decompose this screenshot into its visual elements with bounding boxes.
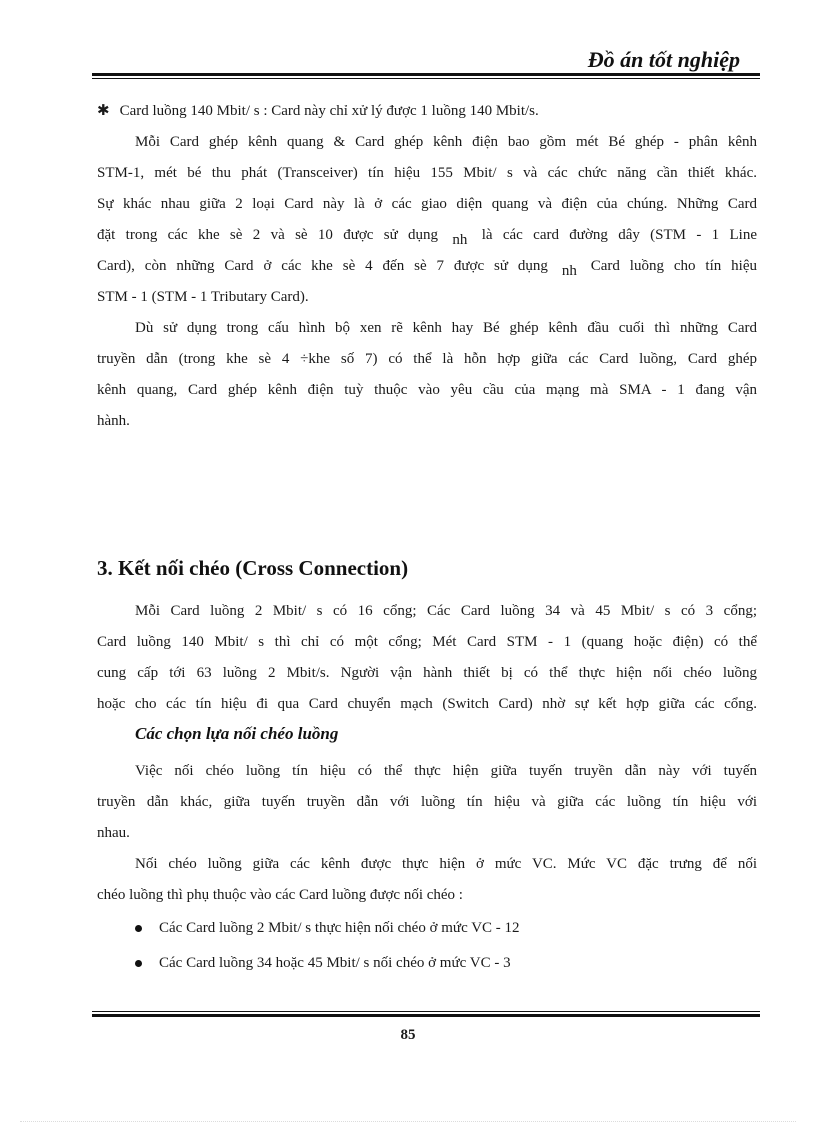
text-line: Card luồng 140 Mbit/ s thì chỉ có một cổng; Mét Card STM - 1 (quang hoặc điện) có thể (97, 634, 757, 650)
section-paragraph-1 (97, 596, 757, 720)
header-title: Đồ án tốt nghiệp (587, 47, 740, 72)
section-paragraph-2 (97, 756, 757, 849)
page-edge-divider (20, 1121, 796, 1122)
page-number: 85 (400, 1027, 416, 1043)
text-line: Nối chéo luồng giữa các kênh được thực hiện ở mức VC. Mức VC đặc trưng để nối (135, 856, 757, 872)
text-line: STM - 1 (STM - 1 Tributary Card). (97, 289, 309, 305)
text-fragment: Card luồng cho tín hiệu (590, 258, 757, 274)
text-line (97, 220, 757, 251)
text-line: truyền dẫn (trong khe sè 4 ÷khe số 7) có thể là hỗn hợp giữa các Card luồng, Card ghép (97, 351, 757, 367)
text-line: hành. (97, 413, 130, 429)
star-list-item (97, 96, 757, 127)
text-line: Dù sử dụng trong cấu hình bộ xen rẽ kênh hay Bé ghép kênh đầu cuối thì những Card (135, 320, 757, 336)
text-line: kênh quang, Card ghép kênh điện tuỳ thuộc vào yêu cầu của mạng mà SMA - 1 đang vận (97, 382, 757, 398)
subscript-note: nh (561, 263, 577, 279)
section-paragraph-3 (97, 849, 757, 911)
text-line: truyền dẫn khác, giữa tuyến truyền dẫn với luồng tín hiệu và giữa các luồng tín hiệu với (97, 794, 757, 810)
footer-rule-thin (92, 1011, 760, 1012)
bullet-text: Các Card luồng 34 hoặc 45 Mbit/ s nối chéo ở mức VC - 3 (159, 955, 511, 971)
text-line: hoặc cho các tín hiệu đi qua Card chuyển mạch (Switch Card) nhờ sự kết hợp giữa các cổng. (97, 696, 757, 712)
bullet-text: Các Card luồng 2 Mbit/ s thực hiện nối chéo ở mức VC - 12 (159, 920, 520, 936)
intro-paragraph-2 (97, 313, 757, 437)
asterisk-icon: ✱ (97, 103, 110, 119)
footer-rule-thick (92, 1014, 760, 1017)
star-item-text: Card luồng 140 Mbit/ s : Card này chỉ xử lý được 1 luồng 140 Mbit/s. (119, 103, 539, 119)
text-fragment: đặt trong các khe sè 2 và sè 10 được sử dụng (97, 227, 439, 243)
text-line: chéo luồng thì phụ thuộc vào các Card luồng được nối chéo : (97, 887, 463, 903)
text-line: Mỗi Card ghép kênh quang & Card ghép kênh điện bao gồm mét Bé ghép - phân kênh (135, 134, 757, 150)
text-line: Mỗi Card luồng 2 Mbit/ s có 16 cổng; Các Card luồng 34 và 45 Mbit/ s có 3 cổng; (135, 603, 757, 619)
intro-paragraph-1 (97, 127, 757, 313)
page-body (97, 0, 757, 1000)
bullet-item (135, 920, 520, 937)
text-line: Việc nối chéo luồng tín hiệu có thể thực hiện giữa tuyến truyền dẫn này với tuyến (135, 763, 757, 779)
bullet-item (135, 955, 511, 972)
text-line: STM-1, mét bé thu phát (Transceiver) tín hiệu 155 Mbit/ s và các chức năng cần thiết khác. (97, 165, 757, 181)
bullet-icon (135, 960, 142, 967)
bullet-icon (135, 925, 142, 932)
text-line: Sự khác nhau giữa 2 loại Card này là ở các giao diện quang và điện của chúng. Những Card (97, 196, 757, 212)
text-line: cung cấp tới 63 luồng 2 Mbit/s. Người vận hành thiết bị có thể thực hiện nối chéo luồng (97, 665, 757, 681)
subscript-note: nh (452, 232, 468, 248)
text-fragment: Card), còn những Card ở các khe sè 4 đến sè 7 được sử dụng (97, 258, 548, 274)
text-fragment: là các card đường dây (STM - 1 Line (481, 227, 757, 243)
text-line (97, 251, 757, 282)
subsection-heading: Các chọn lựa nối chéo luồng (135, 724, 339, 743)
section-heading: 3. Kết nối chéo (Cross Connection) (97, 556, 409, 580)
text-line: nhau. (97, 825, 130, 841)
